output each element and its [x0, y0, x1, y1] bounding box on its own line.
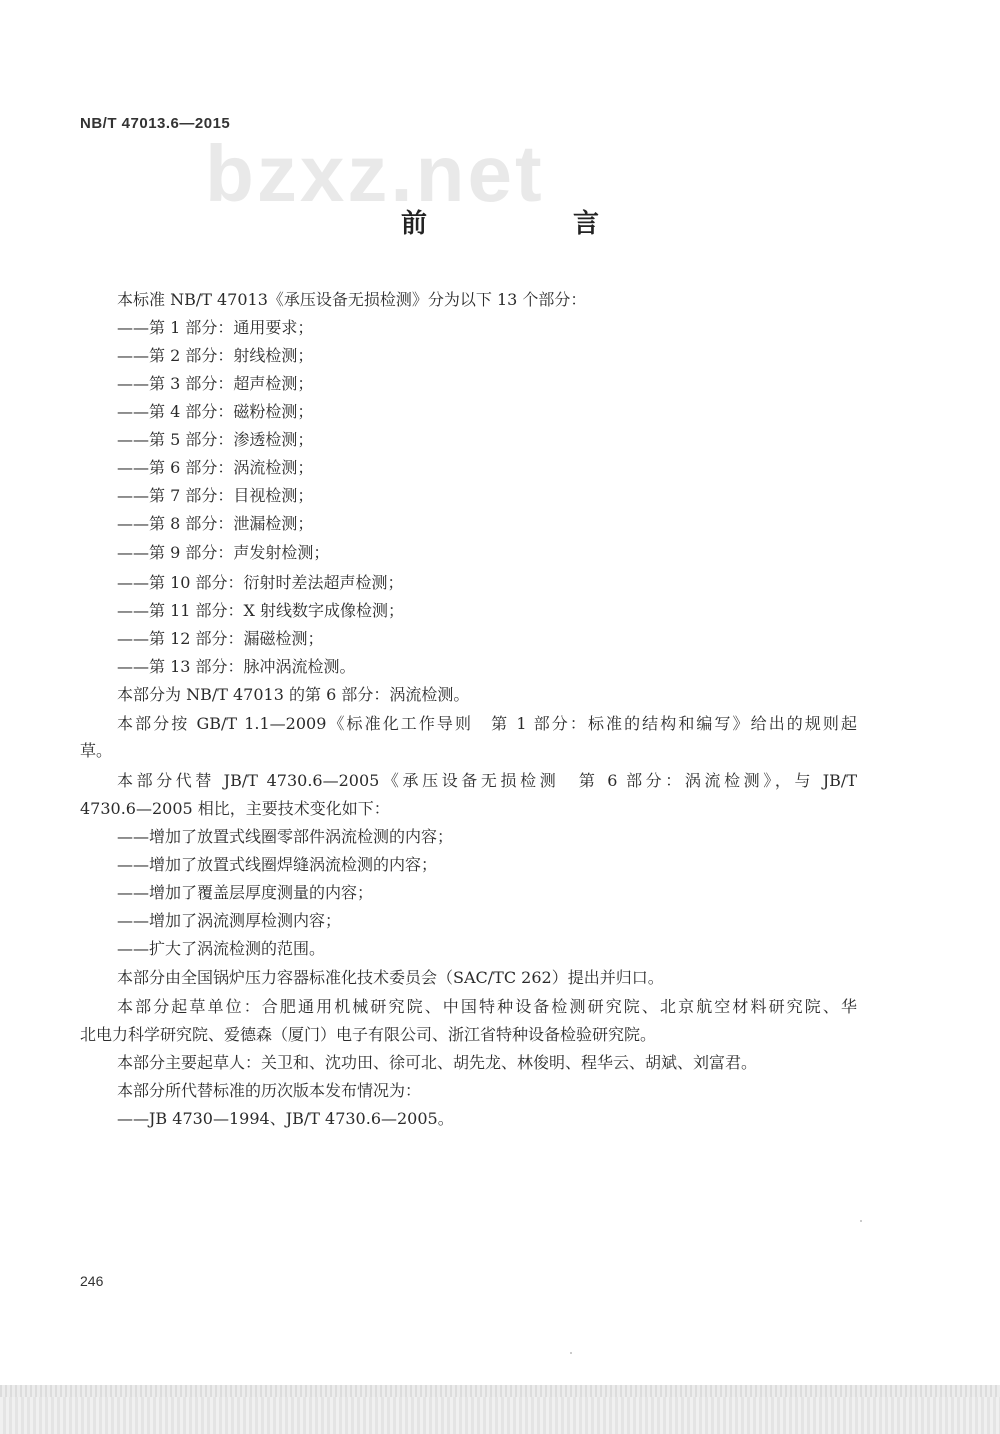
preface-line: 本部分按 GB/T 1.1—2009《标准化工作导则 第 1 部分：标准的结构和编写》给出的规则起 [117, 714, 857, 733]
preface-line: ——第 13 部分：脉冲涡流检测。 [117, 657, 356, 676]
preface-line: ——第 11 部分：X 射线数字成像检测； [117, 601, 405, 620]
preface-line: ——扩大了涡流检测的范围。 [117, 939, 326, 958]
preface-line: 本部分由全国锅炉压力容器标准化技术委员会（SAC/TC 262）提出并归口。 [117, 968, 664, 987]
preface-line: ——增加了覆盖层厚度测量的内容； [117, 883, 374, 902]
preface-line: 本标准 NB/T 47013《承压设备无损检测》分为以下 13 个部分： [117, 290, 587, 309]
preface-line: ——第 6 部分：涡流检测； [117, 458, 314, 477]
preface-line: ——增加了涡流测厚检测内容； [117, 911, 342, 930]
preface-line: 本部分为 NB/T 47013 的第 6 部分：涡流检测。 [117, 685, 470, 704]
preface-line: ——第 3 部分：超声检测； [117, 374, 314, 393]
preface-line: ——第 10 部分：衍射时差法超声检测； [117, 573, 404, 592]
preface-line: 本部分起草单位：合肥通用机械研究院、中国特种设备检测研究院、北京航空材料研究院、华 [117, 997, 857, 1016]
page-number: 246 [80, 1273, 104, 1289]
standard-code: NB/T 47013.6—2015 [80, 115, 231, 132]
scan-speck [570, 1352, 572, 1354]
preface-line: 4730.6—2005 相比，主要技术变化如下： [80, 799, 390, 818]
viewer-bottom-edge [0, 1385, 1000, 1397]
preface-line: ——第 5 部分：渗透检测； [117, 430, 314, 449]
preface-line: 本部分所代替标准的历次版本发布情况为： [117, 1081, 422, 1100]
preface-line: ——增加了放置式线圈零部件涡流检测的内容； [117, 827, 454, 846]
preface-line: ——第 4 部分：磁粉检测； [117, 402, 314, 421]
preface-line: ——增加了放置式线圈焊缝涡流检测的内容； [117, 855, 438, 874]
preface-line: ——第 12 部分：漏磁检测； [117, 629, 324, 648]
preface-line: 本部分代替 JB/T 4730.6—2005《承压设备无损检测 第 6 部分：涡流检测》，与 JB/T [117, 771, 857, 790]
preface-line: ——JB 4730—1994、JB/T 4730.6—2005。 [117, 1109, 454, 1128]
preface-line: ——第 8 部分：泄漏检测； [117, 514, 314, 533]
watermark: bzxz.net [205, 129, 545, 218]
preface-line: ——第 2 部分：射线检测； [117, 346, 314, 365]
preface-line: ——第 7 部分：目视检测； [117, 486, 314, 505]
scan-speck [860, 1220, 862, 1222]
preface-line: 北电力科学研究院、爱德森（厦门）电子有限公司、浙江省特种设备检验研究院。 [80, 1025, 657, 1044]
page-title: 前 言 [400, 209, 659, 239]
preface-line: 本部分主要起草人：关卫和、沈功田、徐可北、胡先龙、林俊明、程华云、胡斌、刘富君。 [117, 1053, 758, 1072]
preface-line: ——第 9 部分：声发射检测； [117, 543, 330, 562]
preface-line: ——第 1 部分：通用要求； [117, 318, 314, 337]
preface-line: 草。 [80, 741, 113, 760]
